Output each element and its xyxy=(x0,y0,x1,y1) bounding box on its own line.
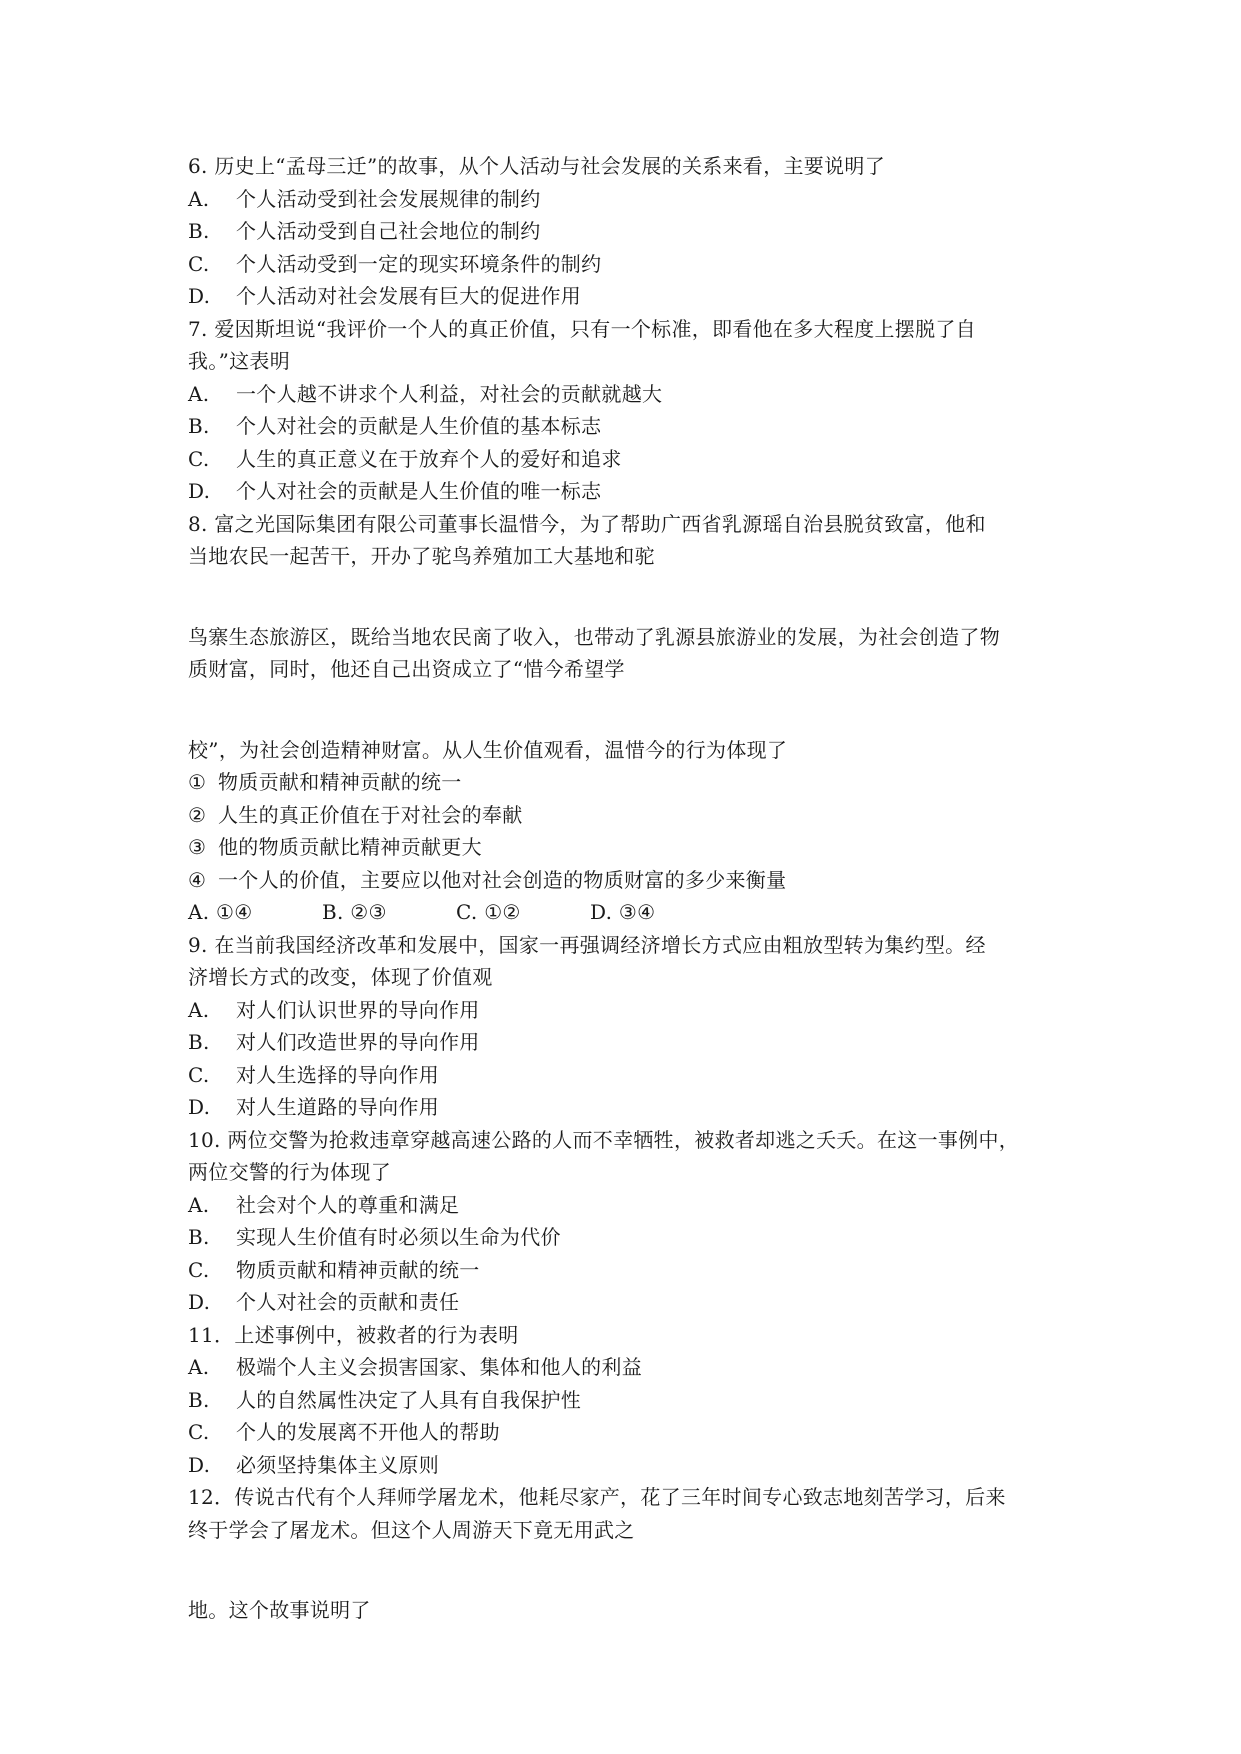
option-label: C. xyxy=(188,446,210,471)
q8-item-4 xyxy=(188,864,1068,897)
q7-option-c xyxy=(188,443,1068,476)
q6-option-b xyxy=(188,215,1068,248)
q11-option-d xyxy=(188,1449,1068,1482)
option-label: B. xyxy=(188,1030,210,1054)
paragraph-gap xyxy=(188,686,1068,734)
option-text: 一个人越不讲求个人利益，对社会的贡献就越大 xyxy=(236,381,663,406)
q11-option-b xyxy=(188,1384,1068,1417)
q8-stem-line: 质财富，同时，他还自己出资成立了“惜今希望学 xyxy=(188,657,625,681)
q11-option-a xyxy=(188,1351,1068,1384)
option-label: B. xyxy=(188,219,210,243)
option-label: B. xyxy=(188,1225,210,1249)
q7-stem-line: 7. 爱因斯坦说“我评价一个人的真正价值，只有一个标准，即看他在多大程度上摆脱了自 xyxy=(188,316,976,341)
q7-stem-line: 我。”这表明 xyxy=(188,349,291,373)
q8-stem-line: 当地农民一起苦干，开办了驼鸟养殖加工大基地和驼 xyxy=(188,544,655,568)
q8-stem-line: 8. 富之光国际集团有限公司董事长温惜今，为了帮助广西省乳源瑶自治县脱贫致富，他和 xyxy=(188,511,986,536)
option-text: 人生的真正意义在于放弃个人的爱好和追求 xyxy=(236,446,622,471)
option-text: 必须坚持集体主义原则 xyxy=(236,1452,439,1477)
option-text: 对人生道路的导向作用 xyxy=(236,1095,439,1119)
q12-stem-line: 12．传说古代有个人拜师学屠龙术，他耗尽家产，花了三年时间专心致志地刻苦学习，后来 xyxy=(188,1485,1006,1509)
option-text: 个人对社会的贡献和责任 xyxy=(236,1290,460,1314)
item-text: 人生的真正价值在于对社会的奉献 xyxy=(218,802,523,827)
q6-option-a xyxy=(188,183,1068,216)
option-label: A. xyxy=(188,1192,210,1217)
q7-option-d xyxy=(188,475,1068,508)
q7-option-a xyxy=(188,378,1068,411)
q12-stem-line: 终于学会了屠龙术。但这个人周游天下竟无用武之 xyxy=(188,1517,635,1542)
q10-option-b xyxy=(188,1221,1068,1254)
option-text: 个人活动受到社会发展规律的制约 xyxy=(236,186,541,211)
item-label: ③ xyxy=(188,835,207,859)
q6-option-c xyxy=(188,248,1068,281)
q10-stem-line: 10. 两位交警为抢救违章穿越高速公路的人而不幸牺牲，被救者却逃之夭夭。在这一事例中， xyxy=(188,1127,1020,1152)
q8-answer-d: D. ③④ xyxy=(590,900,656,924)
q8-item-2 xyxy=(188,799,1068,832)
q10-stem-line: 两位交警的行为体现了 xyxy=(188,1160,391,1184)
q10-option-c xyxy=(188,1254,1068,1287)
option-label: B. xyxy=(188,414,210,438)
paragraph-gap xyxy=(188,1546,1068,1594)
option-text: 个人活动受到一定的现实环境条件的制约 xyxy=(236,251,602,276)
option-text: 个人活动受到自己社会地位的制约 xyxy=(236,219,541,243)
option-text: 物质贡献和精神贡献的统一 xyxy=(236,1257,480,1282)
q8-answer-a: A. ①④ xyxy=(188,900,253,924)
item-label: ② xyxy=(188,802,207,827)
q8-answer-choices xyxy=(188,896,1068,929)
q8-stem-line: 鸟寨生态旅游区，既给当地农民啇了收入，也带动了乳源县旅游业的发展，为社会创造了物 xyxy=(188,624,1000,649)
option-label: D. xyxy=(188,1095,211,1119)
item-label: ④ xyxy=(188,867,207,892)
option-label: C. xyxy=(188,1062,210,1087)
option-label: C. xyxy=(188,1420,210,1444)
q9-stem-line: 济增长方式的改变，体现了价值观 xyxy=(188,965,493,989)
option-text: 实现人生价值有时必须以生命为代价 xyxy=(236,1225,561,1249)
option-label: A. xyxy=(188,186,210,211)
q11-stem: 11．上述事例中，被救者的行为表明 xyxy=(188,1322,519,1347)
q8-item-3 xyxy=(188,831,1068,864)
q9-option-c xyxy=(188,1059,1068,1092)
option-text: 个人活动对社会发展有巨大的促进作用 xyxy=(236,284,582,308)
option-label: D. xyxy=(188,284,211,308)
option-text: 个人对社会的贡献是人生价值的唯一标志 xyxy=(236,479,602,503)
q10-option-d xyxy=(188,1286,1068,1319)
item-text: 一个人的价值，主要应以他对社会创造的物质财富的多少来衡量 xyxy=(218,867,787,892)
option-text: 个人的发展离不开他人的帮助 xyxy=(236,1420,500,1444)
option-label: D. xyxy=(188,1290,211,1314)
q12-stem-line: 地。这个故事说明了 xyxy=(188,1598,371,1622)
option-label: A. xyxy=(188,381,210,406)
q9-option-a xyxy=(188,994,1068,1027)
option-text: 对人们认识世界的导向作用 xyxy=(236,997,480,1022)
q8-item-1 xyxy=(188,766,1068,799)
q6-stem: 6. 历史上“孟母三迁”的故事，从个人活动与社会发展的关系来看，主要说明了 xyxy=(188,154,885,178)
q11-option-c xyxy=(188,1416,1068,1449)
item-text: 他的物质贡献比精神贡献更大 xyxy=(218,835,482,859)
paragraph-gap xyxy=(188,573,1068,621)
q9-option-d xyxy=(188,1091,1068,1124)
option-text: 对人们改造世界的导向作用 xyxy=(236,1030,480,1054)
q9-stem-line: 9. 在当前我国经济改革和发展中，国家一再强调经济增长方式应由粗放型转为集约型。经 xyxy=(188,932,986,957)
option-text: 对人生选择的导向作用 xyxy=(236,1062,439,1087)
option-label: D. xyxy=(188,479,211,503)
q8-answer-c: C. ①② xyxy=(456,900,521,924)
option-text: 人的自然属性决定了人具有自我保护性 xyxy=(236,1387,582,1412)
item-label: ① xyxy=(188,770,207,794)
option-label: A. xyxy=(188,1355,210,1379)
option-label: D. xyxy=(188,1452,211,1477)
option-label: B. xyxy=(188,1387,210,1412)
option-label: C. xyxy=(188,251,210,276)
q6-option-d xyxy=(188,280,1068,313)
option-text: 个人对社会的贡献是人生价值的基本标志 xyxy=(236,414,602,438)
option-label: C. xyxy=(188,1257,210,1282)
option-label: A. xyxy=(188,997,210,1022)
item-text: 物质贡献和精神贡献的统一 xyxy=(218,770,462,794)
q7-option-b xyxy=(188,410,1068,443)
option-text: 社会对个人的尊重和满足 xyxy=(236,1192,460,1217)
document-page xyxy=(188,150,1068,1627)
q9-option-b xyxy=(188,1026,1068,1059)
q8-stem-line: 校”，为社会创造精神财富。从人生价值观看，温惜今的行为体现了 xyxy=(188,737,788,762)
q10-option-a xyxy=(188,1189,1068,1222)
option-text: 极端个人主义会损害国家、集体和他人的利益 xyxy=(236,1355,642,1379)
q8-answer-b: B. ②③ xyxy=(322,900,387,924)
